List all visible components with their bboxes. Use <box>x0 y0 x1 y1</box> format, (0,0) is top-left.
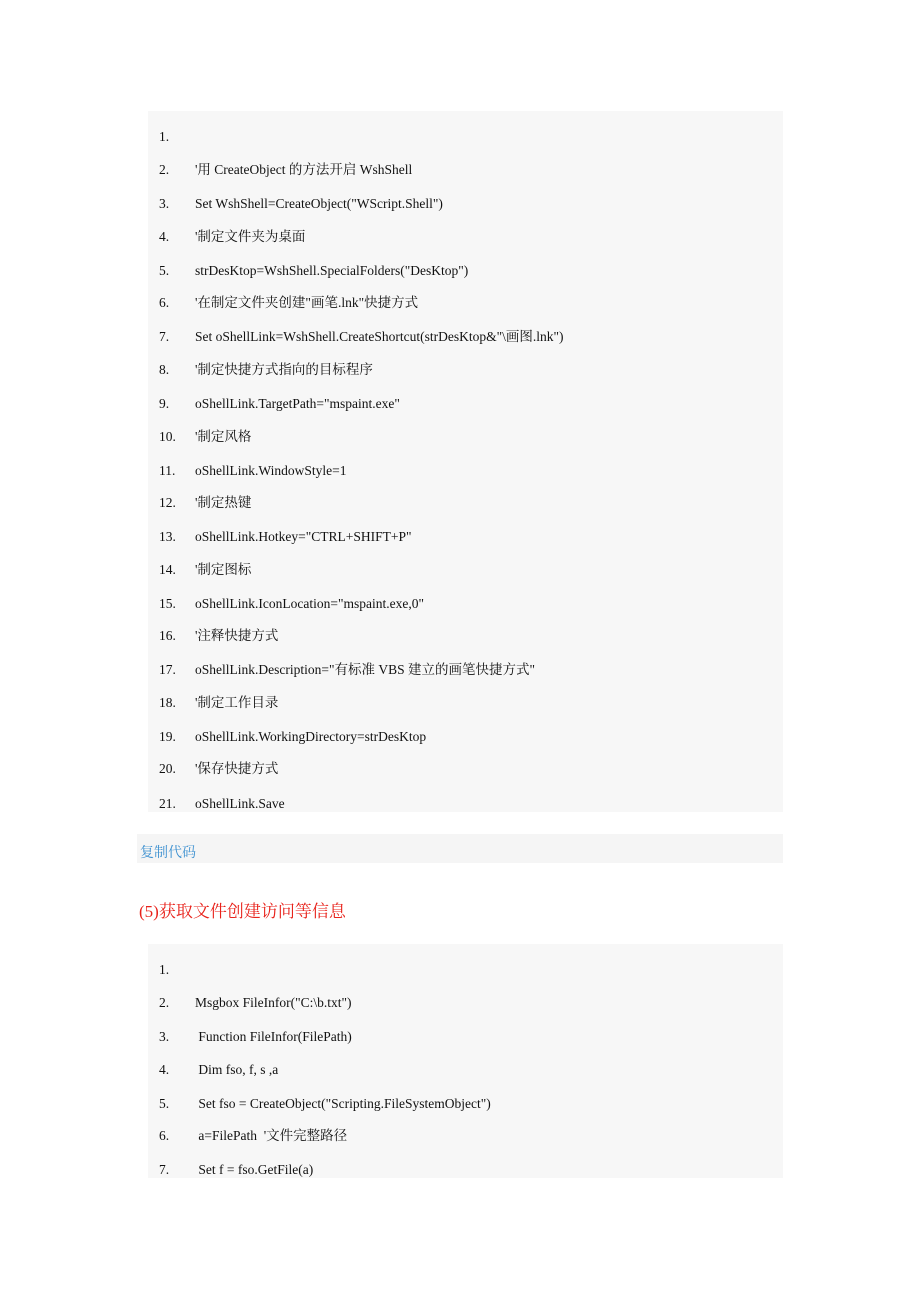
line-number: 21. <box>159 796 176 811</box>
line-number: 16. <box>159 628 176 643</box>
line-number: 20. <box>159 761 176 776</box>
line-number: 7. <box>159 1162 170 1177</box>
code-text: oShellLink.Description="有标准 VBS 建立的画笔快捷方式" <box>195 662 536 677</box>
copy-code-link[interactable]: 复制代码 <box>140 846 196 861</box>
line-number: 2. <box>159 162 170 177</box>
code-text: '注释快捷方式 <box>195 628 279 643</box>
line-number: 15. <box>159 596 176 611</box>
line-number: 18. <box>159 695 176 710</box>
line-number: 4. <box>159 1062 170 1077</box>
code-text: oShellLink.Hotkey="CTRL+SHIFT+P" <box>195 529 412 544</box>
line-number: 8. <box>159 362 170 377</box>
code-text: strDesKtop=WshShell.SpecialFolders("DesKtop") <box>195 263 469 278</box>
line-number: 7. <box>159 329 170 344</box>
code-text: Dim fso, f, s ,a <box>195 1062 279 1077</box>
line-number: 1. <box>159 962 170 977</box>
code-text: Msgbox FileInfor("C:\b.txt") <box>195 995 352 1010</box>
code-text: oShellLink.IconLocation="mspaint.exe,0" <box>195 596 424 611</box>
code-text: oShellLink.TargetPath="mspaint.exe" <box>195 396 400 411</box>
line-number: 6. <box>159 1128 170 1143</box>
line-number: 14. <box>159 562 176 577</box>
line-number: 6. <box>159 295 170 310</box>
code-block-shortcut <box>148 111 783 812</box>
code-text: oShellLink.WorkingDirectory=strDesKtop <box>195 729 427 744</box>
copy-code-bar <box>137 834 783 863</box>
code-text: '制定工作目录 <box>195 695 279 710</box>
line-number: 4. <box>159 229 170 244</box>
code-text: '制定图标 <box>195 562 252 577</box>
line-number: 13. <box>159 529 176 544</box>
line-number: 11. <box>159 463 176 478</box>
line-number: 5. <box>159 263 170 278</box>
line-number: 12. <box>159 495 176 510</box>
section-heading: (5)获取文件创建访问等信息 <box>139 902 346 921</box>
code-text: '用 CreateObject 的方法开启 WshShell <box>195 162 413 177</box>
line-number: 3. <box>159 1029 170 1044</box>
code-text: Function FileInfor(FilePath) <box>195 1029 352 1044</box>
line-number: 2. <box>159 995 170 1010</box>
code-text: '制定风格 <box>195 429 252 444</box>
code-block-file-info <box>148 944 783 1178</box>
line-number: 9. <box>159 396 170 411</box>
line-number: 17. <box>159 662 176 677</box>
line-number: 10. <box>159 429 176 444</box>
code-text: Set WshShell=CreateObject("WScript.Shell") <box>195 196 443 211</box>
code-text: oShellLink.Save <box>195 796 285 811</box>
code-text: '保存快捷方式 <box>195 761 279 776</box>
line-number: 19. <box>159 729 176 744</box>
line-number: 1. <box>159 129 170 144</box>
line-number: 3. <box>159 196 170 211</box>
code-text: Set fso = CreateObject("Scripting.FileSystemObject") <box>195 1096 491 1111</box>
line-number: 5. <box>159 1096 170 1111</box>
code-text: '制定快捷方式指向的目标程序 <box>195 362 373 377</box>
code-text: '在制定文件夹创建"画笔.lnk"快捷方式 <box>195 295 419 310</box>
code-text: Set f = fso.GetFile(a) <box>195 1162 314 1177</box>
code-text: oShellLink.WindowStyle=1 <box>195 463 347 478</box>
code-text: '制定文件夹为桌面 <box>195 229 306 244</box>
code-text: Set oShellLink=WshShell.CreateShortcut(strDesKtop&"\画图.lnk") <box>195 329 564 344</box>
code-text: a=FilePath '文件完整路径 <box>195 1128 348 1143</box>
code-text: '制定热键 <box>195 495 252 510</box>
